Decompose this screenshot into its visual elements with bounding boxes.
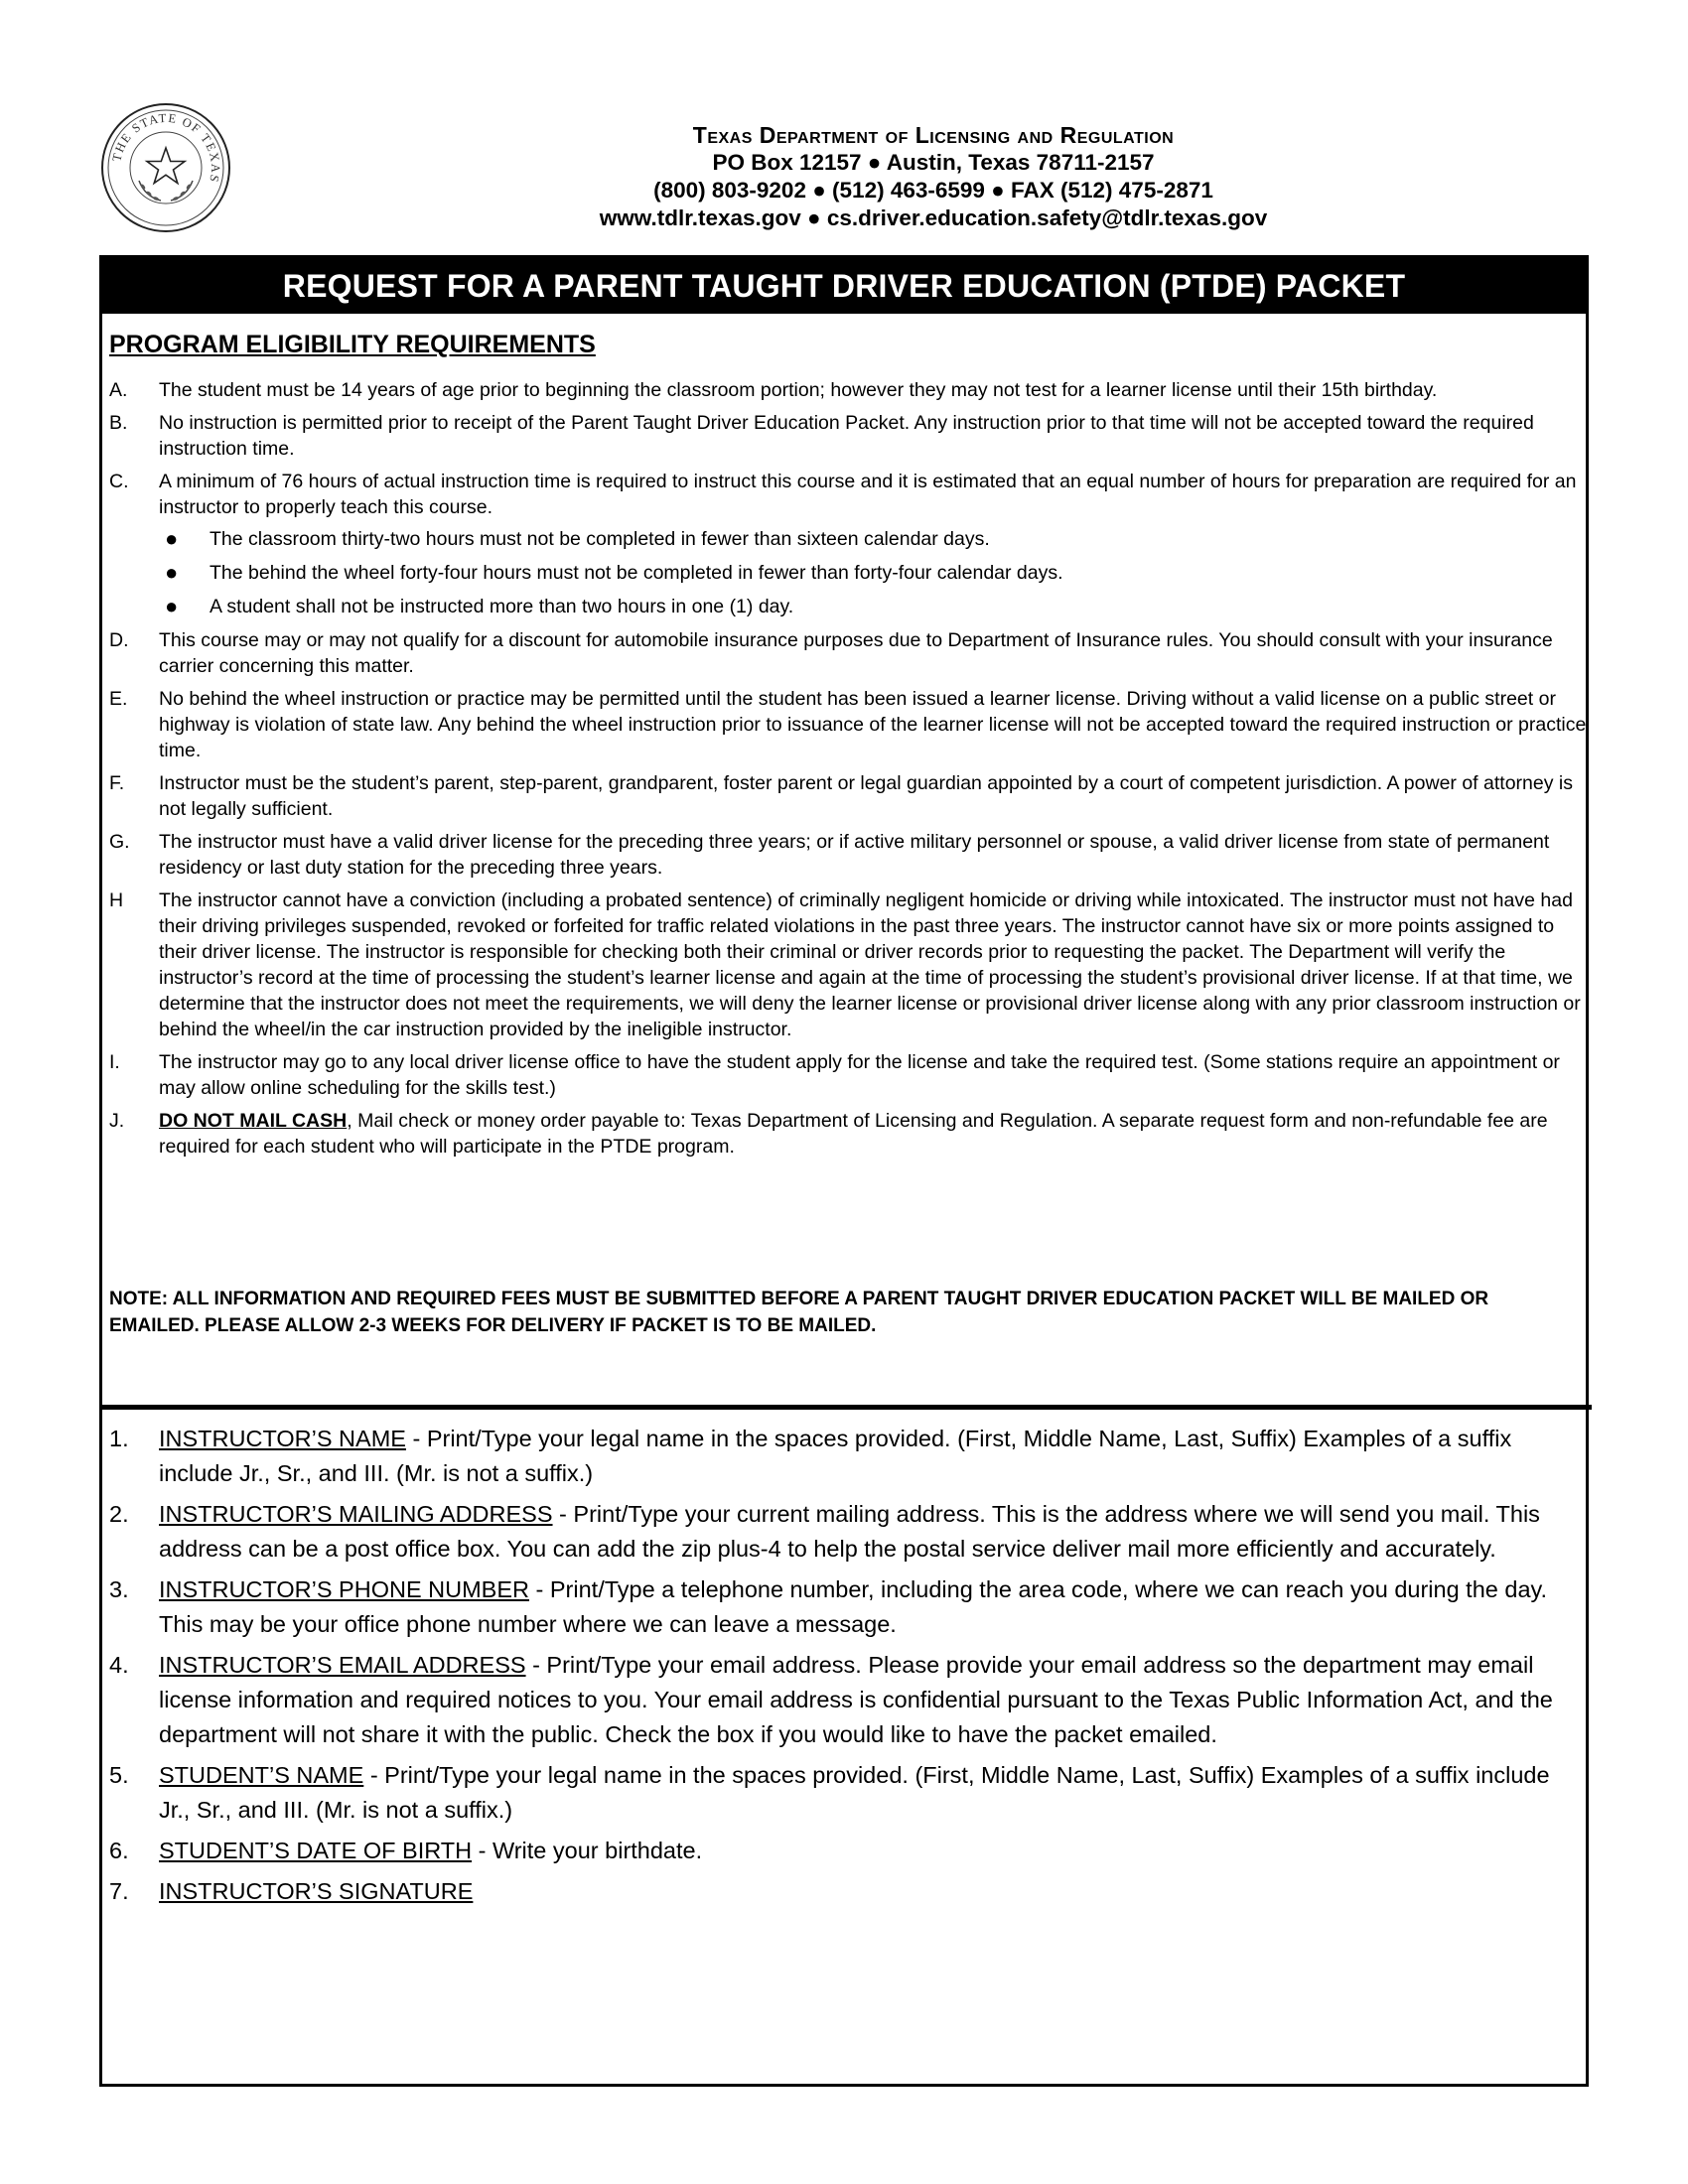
requirement-text: The student must be 14 years of age prior to beginning the classroom portion; however they may not test for a learner license until their 15th birthday. xyxy=(159,379,1438,401)
instruction-student-name xyxy=(109,1758,1579,1828)
instruction-label: STUDENT’S DATE OF BIRTH xyxy=(159,1838,473,1863)
requirement-letter: A. xyxy=(109,379,128,401)
requirement-letter: I. xyxy=(109,1051,120,1073)
requirement-e xyxy=(109,686,1589,763)
section-divider xyxy=(99,1405,1592,1410)
instruction-label: INSTRUCTOR’S PHONE NUMBER xyxy=(159,1576,529,1602)
instruction-number: 3. xyxy=(109,1576,129,1602)
agency-web: www.tdlr.texas.gov ● cs.driver.education.safety@tdlr.texas.gov xyxy=(599,205,1268,230)
requirement-letter: C. xyxy=(109,471,129,492)
instruction-label: STUDENT’S NAME xyxy=(159,1762,364,1788)
requirement-d xyxy=(109,627,1589,679)
requirement-text-rest: , Mail check or money order payable to: Texas Department of Licensing and Regulation. A separate request form and non-refundable fee are required for each student who will participate in the PTDE program. xyxy=(159,1110,1548,1158)
instruction-instructor-mailing-address xyxy=(109,1497,1579,1567)
list-item xyxy=(109,594,1589,619)
requirement-text: A minimum of 76 hours of actual instruction time is required to instruct this course and it is estimated that an equal number of hours for preparation are required for an instructor to properly teach this course. xyxy=(159,471,1577,518)
eligibility-heading: PROGRAM ELIGIBILITY REQUIREMENTS xyxy=(109,331,596,358)
instruction-text: - Print/Type your email address. Please provide your email address so the department may email license information and required notices to you. Your email address is confidential pursuant to the Texas Public Information Act, and the department will not share it with the public. Check the box if you would like to have the packet emailed. xyxy=(159,1652,1553,1747)
instructions-list xyxy=(109,1422,1579,1915)
requirement-text: Instructor must be the student’s parent, step-parent, grandparent, foster parent or legal guardian appointed by a court of competent jurisdiction. A power of attorney is not legally sufficient. xyxy=(159,772,1573,820)
instruction-label: INSTRUCTOR’S EMAIL ADDRESS xyxy=(159,1652,526,1678)
instruction-student-dob xyxy=(109,1834,1579,1868)
bullet-icon: ● xyxy=(165,560,179,585)
instruction-number: 7. xyxy=(109,1878,129,1904)
agency-name: Texas Department of Licensing and Regulation xyxy=(692,122,1175,148)
requirement-c xyxy=(109,469,1589,619)
requirement-text: No behind the wheel instruction or practice may be permitted until the student has been issued a learner license. Driving without a valid license on a public street or highway is violation of state law. Any behind the wheel instruction prior to issuance of the learner license will not be accepted toward the required instruction or practice time. xyxy=(159,688,1587,761)
instruction-label: INSTRUCTOR’S NAME xyxy=(159,1426,406,1451)
instruction-text: - Print/Type your legal name in the spaces provided. (First, Middle Name, Last, Suffix) Examples of a suffix include Jr., Sr., and III. (Mr. is not a suffix.) xyxy=(159,1426,1512,1486)
requirement-h xyxy=(109,887,1589,1042)
form-title: REQUEST FOR A PARENT TAUGHT DRIVER EDUCATION (PTDE) PACKET xyxy=(102,258,1586,314)
instruction-instructor-name xyxy=(109,1422,1579,1491)
form-frame xyxy=(99,255,1589,2087)
requirement-letter: F. xyxy=(109,772,125,794)
list-item xyxy=(109,526,1589,552)
requirement-letter: H xyxy=(109,889,124,911)
agency-phone: (800) 803-9202 ● (512) 463-6599 ● FAX (512) 475-2871 xyxy=(653,178,1213,203)
bullet-text: The behind the wheel forty-four hours must not be completed in fewer than forty-four calendar days. xyxy=(210,562,1063,584)
bullet-icon: ● xyxy=(165,594,179,618)
requirement-letter: B. xyxy=(109,412,128,434)
instruction-number: 4. xyxy=(109,1652,129,1678)
texas-state-seal-icon xyxy=(99,101,232,234)
requirement-text: The instructor must have a valid driver license for the preceding three years; or if active military personnel or spouse, a valid driver license from state of permanent residency or last duty station for the preceding three years. xyxy=(159,831,1550,879)
requirement-text: This course may or may not qualify for a discount for automobile insurance purposes due to Department of Insurance rules. You should consult with your insurance carrier concerning this matter. xyxy=(159,629,1553,677)
bullet-text: A student shall not be instructed more than two hours in one (1) day. xyxy=(210,596,794,617)
list-item xyxy=(109,560,1589,586)
requirement-i xyxy=(109,1049,1589,1101)
instruction-instructor-signature xyxy=(109,1874,1579,1909)
instruction-label: INSTRUCTOR’S SIGNATURE xyxy=(159,1878,474,1904)
requirement-letter: D. xyxy=(109,629,129,651)
requirement-f xyxy=(109,770,1589,822)
requirement-b xyxy=(109,410,1589,462)
svg-text:THE STATE OF TEXAS: THE STATE OF TEXAS xyxy=(109,110,223,186)
instruction-text: - Write your birthdate. xyxy=(472,1838,703,1863)
instruction-text: - Print/Type your current mailing address. This is the address where we will send you mail. This address can be a post office box. You can add the zip plus-4 to help the postal service deliver mail more efficiently and accurately. xyxy=(159,1501,1540,1562)
instruction-label: INSTRUCTOR’S MAILING ADDRESS xyxy=(159,1501,553,1527)
bullet-text: The classroom thirty-two hours must not be completed in fewer than sixteen calendar days. xyxy=(210,528,990,550)
requirement-text: No instruction is permitted prior to receipt of the Parent Taught Driver Education Packet. Any instruction prior to that time will not be accepted toward the required instruction time. xyxy=(159,412,1534,460)
instruction-instructor-email xyxy=(109,1648,1579,1752)
instruction-text: - Print/Type your legal name in the spaces provided. (First, Middle Name, Last, Suffix) Examples of a suffix include Jr., Sr., and III. (Mr. is not a suffix.) xyxy=(159,1762,1550,1823)
requirement-letter: G. xyxy=(109,831,130,853)
instruction-number: 2. xyxy=(109,1501,129,1527)
submission-note: NOTE: ALL INFORMATION AND REQUIRED FEES MUST BE SUBMITTED BEFORE A PARENT TAUGHT DRIVER EDUCATION PACKET WILL BE MAILED OR EMAILED. PLEASE ALLOW 2-3 WEEKS FOR DELIVERY IF PACKET IS TO BE MAILED. xyxy=(109,1289,1489,1336)
instruction-number: 6. xyxy=(109,1838,129,1863)
bullet-icon: ● xyxy=(165,526,179,551)
instruction-number: 1. xyxy=(109,1426,129,1451)
requirement-j xyxy=(109,1108,1589,1160)
agency-header xyxy=(298,121,1569,232)
requirement-c-bullets xyxy=(109,526,1589,619)
eligibility-list xyxy=(109,377,1589,1166)
requirement-a xyxy=(109,377,1589,403)
requirement-g xyxy=(109,829,1589,881)
agency-address: PO Box 12157 ● Austin, Texas 78711-2157 xyxy=(712,150,1155,175)
instruction-text: - Print/Type a telephone number, including the area code, where we can reach you during the day. This may be your office phone number where we can leave a message. xyxy=(159,1576,1548,1637)
instruction-number: 5. xyxy=(109,1762,129,1788)
requirement-text xyxy=(109,1108,1589,1160)
requirement-text: The instructor cannot have a conviction (including a probated sentence) of criminally negligent homicide or driving while intoxicated. The instructor must not have had their driving privileges suspended, revoked or forfeited for traffic related violations in the past three years. The instructor cannot have six or more points assigned to their driver license. The instructor is responsible for checking both their criminal or driver records prior to requesting the packet. The Department will verify the instructor’s record at the time of processing the student’s learner license and again at the time of processing the student’s provisional driver license. If at that time, we determine that the instructor does not meet the requirements, we will deny the learner license or provisional driver license along with any prior classroom instruction or behind the wheel/in the car instruction provided by the ineligible instructor. xyxy=(159,889,1581,1040)
do-not-mail-cash-warning: DO NOT MAIL CASH xyxy=(159,1110,348,1132)
requirement-letter: E. xyxy=(109,688,128,710)
instruction-instructor-phone xyxy=(109,1572,1579,1642)
requirement-letter: J. xyxy=(109,1110,125,1132)
requirement-text: The instructor may go to any local driver license office to have the student apply for the license and take the required test. (Some stations require an appointment or may allow online scheduling for the skills test.) xyxy=(159,1051,1560,1099)
